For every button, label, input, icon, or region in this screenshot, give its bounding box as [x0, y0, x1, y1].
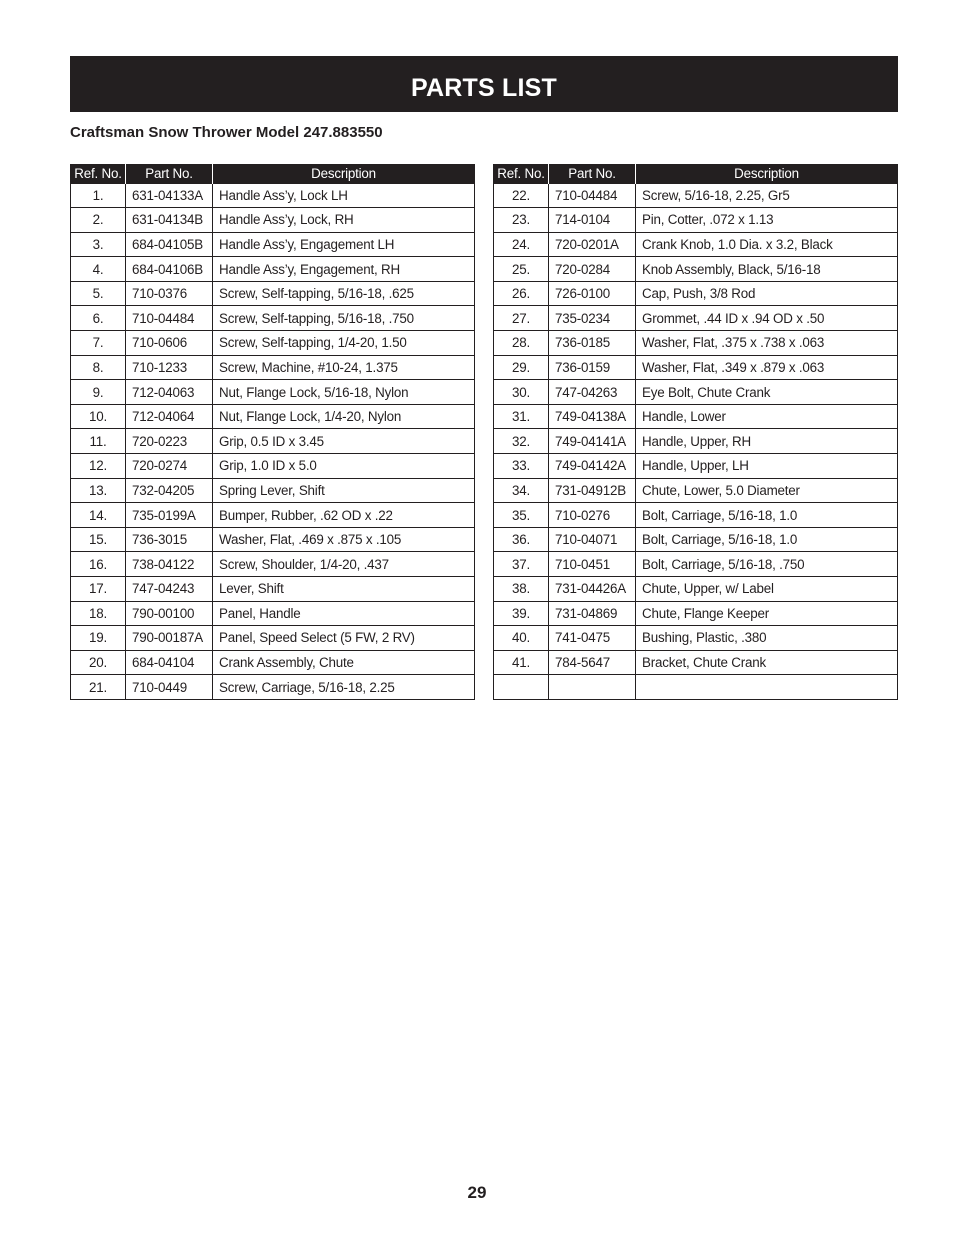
- part-number-cell: 735-0234: [549, 306, 636, 331]
- part-number-cell: 710-0276: [549, 503, 636, 528]
- ref-number-cell: 1.: [71, 183, 126, 208]
- part-number-cell: 732-04205: [126, 478, 213, 503]
- description-cell: Bolt, Carriage, 5/16-18, 1.0: [636, 503, 898, 528]
- part-number-cell: 720-0274: [126, 454, 213, 479]
- description-cell: Handle Ass’y, Lock LH: [213, 183, 475, 208]
- table-row: [494, 257, 898, 282]
- table-row: [494, 478, 898, 503]
- part-number-cell: [549, 675, 636, 700]
- part-number-cell: 710-0606: [126, 331, 213, 356]
- part-number-cell: 735-0199A: [126, 503, 213, 528]
- ref-number-cell: 34.: [494, 478, 549, 503]
- table-row: [494, 281, 898, 306]
- description-cell: Grip, 1.0 ID x 5.0: [213, 454, 475, 479]
- description-cell: Screw, Self-tapping, 1/4-20, 1.50: [213, 331, 475, 356]
- ref-number-cell: 29.: [494, 355, 549, 380]
- table-row: [494, 232, 898, 257]
- table-row: [71, 552, 475, 577]
- ref-number-cell: 12.: [71, 454, 126, 479]
- ref-number-cell: 6.: [71, 306, 126, 331]
- description-cell: Panel, Speed Select (5 FW, 2 RV): [213, 626, 475, 651]
- column-header-part: Part No.: [126, 164, 213, 183]
- description-cell: Chute, Flange Keeper: [636, 601, 898, 626]
- part-number-cell: 710-0449: [126, 675, 213, 700]
- part-number-cell: 790-00100: [126, 601, 213, 626]
- table-row: [494, 208, 898, 233]
- part-number-cell: 736-3015: [126, 527, 213, 552]
- description-cell: Handle, Upper, LH: [636, 454, 898, 479]
- table-row: [71, 208, 475, 233]
- table-row: [71, 355, 475, 380]
- page-title: PARTS LIST: [411, 73, 557, 102]
- ref-number-cell: 41.: [494, 650, 549, 675]
- description-cell: Crank Assembly, Chute: [213, 650, 475, 675]
- table-row: [494, 577, 898, 602]
- description-cell: Eye Bolt, Chute Crank: [636, 380, 898, 405]
- part-number-cell: 631-04134B: [126, 208, 213, 233]
- column-header-description: Description: [636, 164, 898, 183]
- part-number-cell: 710-0451: [549, 552, 636, 577]
- table-row: [71, 675, 475, 700]
- parts-table-left: [70, 164, 475, 700]
- ref-number-cell: 20.: [71, 650, 126, 675]
- description-cell: Grommet, .44 ID x .94 OD x .50: [636, 306, 898, 331]
- table-row: [494, 503, 898, 528]
- column-header-ref: Ref. No.: [71, 164, 126, 183]
- description-cell: Panel, Handle: [213, 601, 475, 626]
- table-row: [494, 404, 898, 429]
- description-cell: Screw, Self-tapping, 5/16-18, .750: [213, 306, 475, 331]
- table-row: [494, 675, 898, 700]
- table-row: [71, 380, 475, 405]
- description-cell: Handle Ass’y, Engagement LH: [213, 232, 475, 257]
- ref-number-cell: 10.: [71, 404, 126, 429]
- table-row: [494, 552, 898, 577]
- part-number-cell: 736-0185: [549, 331, 636, 356]
- table-row: [494, 331, 898, 356]
- description-cell: Handle, Lower: [636, 404, 898, 429]
- part-number-cell: 710-04484: [126, 306, 213, 331]
- description-cell: Screw, Machine, #10-24, 1.375: [213, 355, 475, 380]
- description-cell: Grip, 0.5 ID x 3.45: [213, 429, 475, 454]
- ref-number-cell: 14.: [71, 503, 126, 528]
- table-row: [71, 281, 475, 306]
- description-cell: Screw, Carriage, 5/16-18, 2.25: [213, 675, 475, 700]
- description-cell: Washer, Flat, .469 x .875 x .105: [213, 527, 475, 552]
- ref-number-cell: 28.: [494, 331, 549, 356]
- description-cell: Handle Ass’y, Engagement, RH: [213, 257, 475, 282]
- description-cell: Screw, Self-tapping, 5/16-18, .625: [213, 281, 475, 306]
- table-row: [494, 380, 898, 405]
- page-title-bar: [70, 56, 898, 112]
- ref-number-cell: 5.: [71, 281, 126, 306]
- part-number-cell: 714-0104: [549, 208, 636, 233]
- table-row: [71, 503, 475, 528]
- ref-number-cell: 32.: [494, 429, 549, 454]
- table-row: [71, 527, 475, 552]
- model-subtitle: Craftsman Snow Thrower Model 247.883550: [70, 124, 383, 141]
- description-cell: Washer, Flat, .349 x .879 x .063: [636, 355, 898, 380]
- ref-number-cell: 37.: [494, 552, 549, 577]
- table-row: [71, 454, 475, 479]
- ref-number-cell: 8.: [71, 355, 126, 380]
- ref-number-cell: 26.: [494, 281, 549, 306]
- table-row: [71, 429, 475, 454]
- part-number-cell: 720-0284: [549, 257, 636, 282]
- ref-number-cell: 31.: [494, 404, 549, 429]
- part-number-cell: 790-00187A: [126, 626, 213, 651]
- description-cell: Bushing, Plastic, .380: [636, 626, 898, 651]
- ref-number-cell: 23.: [494, 208, 549, 233]
- ref-number-cell: 36.: [494, 527, 549, 552]
- table-row: [71, 577, 475, 602]
- ref-number-cell: 16.: [71, 552, 126, 577]
- description-cell: Handle, Upper, RH: [636, 429, 898, 454]
- part-number-cell: 684-04106B: [126, 257, 213, 282]
- table-row: [71, 626, 475, 651]
- ref-number-cell: 30.: [494, 380, 549, 405]
- part-number-cell: 720-0201A: [549, 232, 636, 257]
- column-header-description: Description: [213, 164, 475, 183]
- table-row: [494, 183, 898, 208]
- part-number-cell: 710-1233: [126, 355, 213, 380]
- part-number-cell: 749-04141A: [549, 429, 636, 454]
- ref-number-cell: 22.: [494, 183, 549, 208]
- part-number-cell: 710-0376: [126, 281, 213, 306]
- table-row: [494, 527, 898, 552]
- ref-number-cell: 25.: [494, 257, 549, 282]
- part-number-cell: 731-04912B: [549, 478, 636, 503]
- table-row: [494, 429, 898, 454]
- ref-number-cell: 21.: [71, 675, 126, 700]
- table-row: [71, 306, 475, 331]
- description-cell: [636, 675, 898, 700]
- table-row: [494, 454, 898, 479]
- part-number-cell: 710-04071: [549, 527, 636, 552]
- description-cell: Nut, Flange Lock, 1/4-20, Nylon: [213, 404, 475, 429]
- part-number-cell: 712-04064: [126, 404, 213, 429]
- description-cell: Bolt, Carriage, 5/16-18, .750: [636, 552, 898, 577]
- part-number-cell: 747-04243: [126, 577, 213, 602]
- part-number-cell: 731-04869: [549, 601, 636, 626]
- part-number-cell: 749-04138A: [549, 404, 636, 429]
- part-number-cell: 726-0100: [549, 281, 636, 306]
- ref-number-cell: 24.: [494, 232, 549, 257]
- part-number-cell: 731-04426A: [549, 577, 636, 602]
- description-cell: Pin, Cotter, .072 x 1.13: [636, 208, 898, 233]
- ref-number-cell: 19.: [71, 626, 126, 651]
- description-cell: Handle Ass’y, Lock, RH: [213, 208, 475, 233]
- table-row: [71, 331, 475, 356]
- part-number-cell: 749-04142A: [549, 454, 636, 479]
- page-number: 29: [467, 1183, 487, 1202]
- ref-number-cell: 9.: [71, 380, 126, 405]
- ref-number-cell: 35.: [494, 503, 549, 528]
- part-number-cell: 720-0223: [126, 429, 213, 454]
- ref-number-cell: 11.: [71, 429, 126, 454]
- ref-number-cell: 33.: [494, 454, 549, 479]
- part-number-cell: 741-0475: [549, 626, 636, 651]
- description-cell: Bumper, Rubber, .62 OD x .22: [213, 503, 475, 528]
- ref-number-cell: 27.: [494, 306, 549, 331]
- ref-number-cell: [494, 675, 549, 700]
- table-row: [71, 257, 475, 282]
- part-number-cell: 684-04104: [126, 650, 213, 675]
- parts-table-right: [493, 164, 898, 700]
- ref-number-cell: 17.: [71, 577, 126, 602]
- ref-number-cell: 38.: [494, 577, 549, 602]
- description-cell: Bolt, Carriage, 5/16-18, 1.0: [636, 527, 898, 552]
- table-header-row: [71, 164, 475, 183]
- description-cell: Screw, 5/16-18, 2.25, Gr5: [636, 183, 898, 208]
- part-number-cell: 736-0159: [549, 355, 636, 380]
- part-number-cell: 631-04133A: [126, 183, 213, 208]
- column-header-part: Part No.: [549, 164, 636, 183]
- table-row: [71, 601, 475, 626]
- description-cell: Washer, Flat, .375 x .738 x .063: [636, 331, 898, 356]
- table-row: [71, 478, 475, 503]
- table-row: [494, 601, 898, 626]
- description-cell: Screw, Shoulder, 1/4-20, .437: [213, 552, 475, 577]
- part-number-cell: 712-04063: [126, 380, 213, 405]
- table-row: [71, 404, 475, 429]
- ref-number-cell: 7.: [71, 331, 126, 356]
- table-row: [494, 650, 898, 675]
- description-cell: Nut, Flange Lock, 5/16-18, Nylon: [213, 380, 475, 405]
- table-header-row: [494, 164, 898, 183]
- description-cell: Bracket, Chute Crank: [636, 650, 898, 675]
- column-header-ref: Ref. No.: [494, 164, 549, 183]
- table-row: [494, 626, 898, 651]
- table-row: [71, 232, 475, 257]
- table-row: [71, 183, 475, 208]
- description-cell: Chute, Lower, 5.0 Diameter: [636, 478, 898, 503]
- ref-number-cell: 13.: [71, 478, 126, 503]
- ref-number-cell: 40.: [494, 626, 549, 651]
- ref-number-cell: 39.: [494, 601, 549, 626]
- table-row: [494, 306, 898, 331]
- part-number-cell: 784-5647: [549, 650, 636, 675]
- description-cell: Crank Knob, 1.0 Dia. x 3.2, Black: [636, 232, 898, 257]
- table-row: [71, 650, 475, 675]
- ref-number-cell: 2.: [71, 208, 126, 233]
- description-cell: Cap, Push, 3/8 Rod: [636, 281, 898, 306]
- description-cell: Spring Lever, Shift: [213, 478, 475, 503]
- description-cell: Knob Assembly, Black, 5/16-18: [636, 257, 898, 282]
- part-number-cell: 684-04105B: [126, 232, 213, 257]
- ref-number-cell: 18.: [71, 601, 126, 626]
- ref-number-cell: 15.: [71, 527, 126, 552]
- description-cell: Chute, Upper, w/ Label: [636, 577, 898, 602]
- table-row: [494, 355, 898, 380]
- description-cell: Lever, Shift: [213, 577, 475, 602]
- ref-number-cell: 4.: [71, 257, 126, 282]
- part-number-cell: 747-04263: [549, 380, 636, 405]
- part-number-cell: 710-04484: [549, 183, 636, 208]
- ref-number-cell: 3.: [71, 232, 126, 257]
- part-number-cell: 738-04122: [126, 552, 213, 577]
